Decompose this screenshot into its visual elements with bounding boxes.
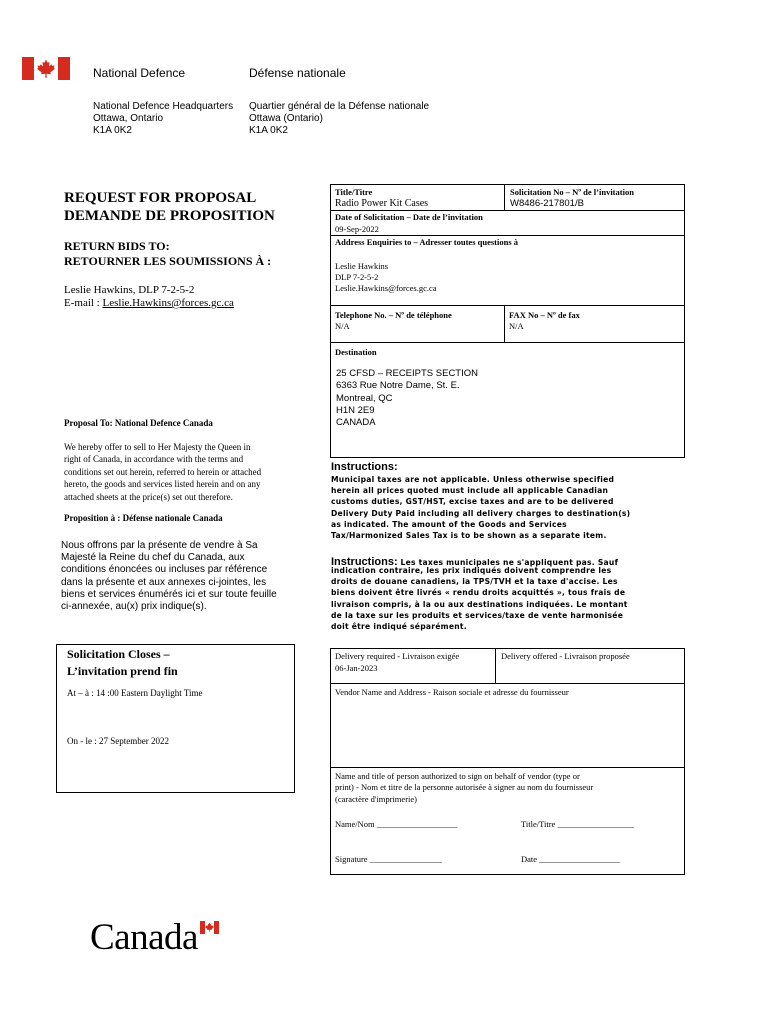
address-en-line: K1A 0K2 [93,125,132,136]
instructions-line: doit être indiqué séparément. [331,622,467,632]
canada-flag-icon [22,57,70,80]
return-contact [64,284,234,310]
name-field[interactable]: Name/Nom ___________________ [335,819,458,829]
instructions-line: de la taxe sur les produits et services/taxe de vente harmonisée [331,610,624,620]
enquiries-line: Leslie Hawkins [335,261,389,271]
instructions-line: Les taxes municipales ne s'appliquent pas. Sauf [397,558,619,567]
proposal-line: conditions énoncées ou incluses par référence [61,564,268,576]
address-fr-line: Ottawa (Ontario) [249,113,323,124]
destination-line: 6363 Rue Notre Dame, St. E. [336,380,460,392]
destination-line: H1N 2E9 [336,404,375,416]
proposal-line: attached sheets at the price(s) set out therefore. [64,491,233,502]
destination-cell [331,343,684,457]
delivery-required-label: Delivery required - Livraison exigée [335,651,460,661]
date-field[interactable]: Date ___________________ [521,854,620,864]
delivery-offered-label: Delivery offered - Livraison proposée [501,651,630,661]
proposal-heading-fr: Proposition à : Défense nationale Canada [64,513,223,523]
instructions-line: as indicated. The amount of the Goods and Services [331,519,567,529]
enquiries-line: Leslie.Hawkins@forces.gc.ca [335,283,437,294]
authorized-label [335,771,593,805]
instructions-line: livraison compris, à la ou aux destinations indiquées. Le montant [331,599,628,609]
instructions-line: droits de douane canadiens, la TPS/TVH et la taxe d'accise. Les [331,577,618,587]
instructions-line: biens doivent être livrés « rendu droits acquittés », tous frais de [331,588,626,598]
proposal-heading-en: Proposal To: National Defence Canada [64,418,213,428]
instructions-line: customs duties, GST/HST, excise taxes and are to be delivered [331,497,614,507]
closes-time: At – à : 14 :00 Eastern Daylight Time [67,688,203,698]
instructions-title-en: Instructions: [331,461,398,473]
closes-title-fr: L’invitation prend fin [67,664,178,678]
instructions-line: Tax/Harmonized Sales Tax is to be shown as a separate item. [331,531,607,541]
destination-line: Montreal, QC [336,392,393,404]
title-field[interactable]: Title/Titre __________________ [521,819,634,829]
canada-wordmark-flag-icon [200,921,219,934]
instructions-line: indication contraire, les prix indiqués doivent comprendre les [331,566,612,575]
delivery-required-value: 06-Jan-2023 [335,663,378,673]
contact-email-line [64,297,234,310]
title-cell [331,185,505,211]
proposal-line: right of Canada, in accordance with the terms and [64,454,244,465]
address-en [93,101,233,137]
instructions-body-fr [331,565,691,632]
email-label: E-mail : [64,297,103,309]
vendor-box [330,648,685,875]
enquiries-line: DLP 7-2-5-2 [335,272,379,283]
destination-line: CANADA [336,417,376,429]
canada-wordmark: Canada [90,917,198,958]
fax-value: N/A [509,321,524,331]
closes-title [67,646,178,680]
solicitation-closes-box [56,644,295,793]
phone-cell [331,306,505,343]
solicitation-number-value: W8486-217801/B [510,198,584,209]
proposal-line: Nous offrons par la présente de vendre à Sa [61,540,258,551]
date-cell [331,211,684,236]
solicitation-info-box [330,184,685,458]
rfp-title [64,189,275,225]
phone-label: Telephone No. – Nº de téléphone [335,310,452,320]
title-value: Radio Power Kit Cases [335,198,429,209]
phone-value: N/A [335,321,350,331]
proposal-line: conditions set out herein, referred to herein or attached [64,466,262,477]
proposal-body-fr [61,540,311,613]
address-en-line: Ottawa, Ontario [93,113,164,124]
proposal-line: Majesté la Reine du chef du Canada, aux [61,552,245,564]
vendor-name-cell[interactable] [331,684,684,768]
authorized-line: Name and title of person authorized to sign on behalf of vendor (type or [335,771,580,781]
vendor-name-label: Vendor Name and Address - Raison sociale et adresse du fournisseur [335,687,569,697]
return-bids-en: RETURN BIDS TO: [64,239,170,253]
destination-line: 25 CFSD – RECEIPTS SECTION [336,368,479,379]
proposal-line: biens et services énumérés ici et sur toute feuille [61,588,277,600]
title-label: Title/Titre [335,187,373,197]
proposal-line: We hereby offer to sell to Her Majesty the Queen in [64,442,251,452]
date-label: Date of Solicitation – Date de l’invitation [335,212,483,222]
authorized-line: (caractère d'imprimerie) [335,793,417,804]
destination-address [336,368,478,429]
dept-name-en: National Defence [93,66,186,80]
address-fr [249,101,429,137]
return-bids [64,239,271,269]
closes-title-en: Solicitation Closes – [67,647,170,661]
return-bids-fr: RETOURNER LES SOUMISSIONS À : [64,254,272,268]
date-value: 09-Sep-2022 [335,224,379,234]
enquiries-cell [331,236,684,306]
proposal-line: dans la présente et aux annexes ci-jointes, les [61,576,267,588]
instructions-line: Municipal taxes are not applicable. Unless otherwise specified [331,475,615,484]
fax-cell [505,306,684,343]
instructions-line: Delivery Duty Paid including all delivery charges to destination(s) [331,508,631,518]
rfp-title-en: REQUEST FOR PROPOSAL [64,190,257,206]
enquiries-contact [335,261,437,295]
closes-date: On - le : 27 September 2022 [67,736,169,746]
delivery-offered-cell[interactable] [496,649,684,684]
instructions-body-en [331,474,691,541]
dept-name-fr: Défense nationale [249,66,346,80]
proposal-line: ci-annexée, au(x) prix indique(s). [61,601,207,613]
contact-name: Leslie Hawkins, DLP 7-2-5-2 [64,284,195,296]
fax-label: FAX No – Nº de fax [509,310,580,320]
instructions-line: herein all prices quoted must include all applicable Canadian [331,486,609,496]
solicitation-number-label: Solicitation No – Nº de l’invitation [510,187,634,197]
enquiries-label: Address Enquiries to – Adresser toutes questions à [335,237,519,247]
address-en-line: National Defence Headquarters [93,101,234,112]
rfp-title-fr: DEMANDE DE PROPOSITION [64,208,275,224]
authorized-signer-cell [331,768,684,874]
proposal-body-en [64,441,304,503]
address-fr-line: K1A 0K2 [249,125,288,136]
address-fr-line: Quartier général de la Défense nationale [249,101,430,112]
email-link[interactable]: Leslie.Hawkins@forces.gc.ca [102,297,234,309]
destination-label: Destination [335,347,377,357]
solicitation-number-cell [505,185,685,211]
instructions-title-fr: Instructions: [331,556,398,568]
authorized-line: print) - Nom et titre de la personne autorisée à signer au nom du fournisseur [335,782,594,793]
delivery-required-cell [331,649,496,684]
proposal-line: hereto, the goods and services listed herein and on any [64,479,261,490]
signature-field[interactable]: Signature _________________ [335,854,442,864]
